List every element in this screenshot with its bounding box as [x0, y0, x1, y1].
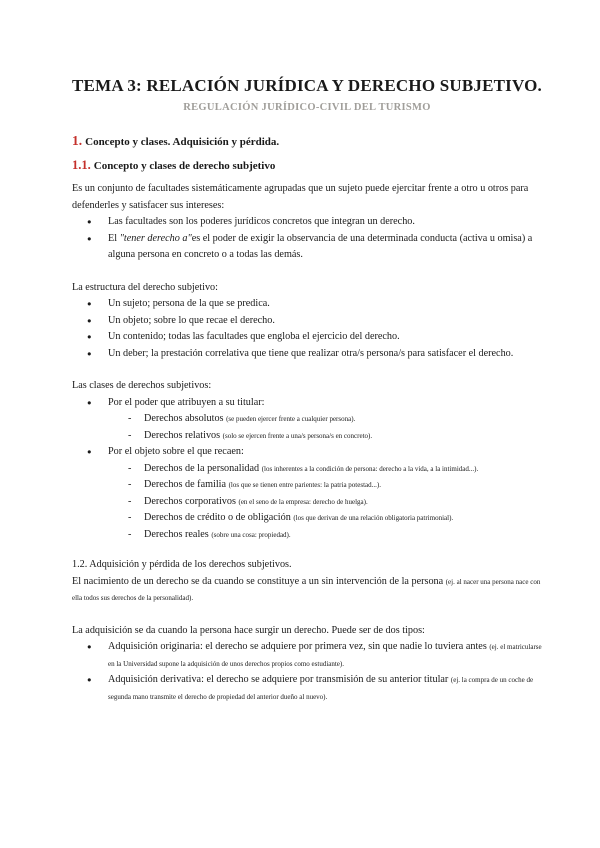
list-item: - Derechos de familia (los que se tienen entre parientes: la patria potestad...).: [72, 477, 542, 494]
section-1-2-paragraph: El nacimiento de un derecho se da cuando se constituye a un sin intervención de la persona (ej. al nacer una persona nace con ella todos sus derechos de la personalidad).: [72, 575, 541, 602]
list-item: ● Un objeto; sobre lo que recae el derecho.: [72, 313, 542, 330]
list-item: ● Adquisición derivativa: el derecho se adquiere por transmisión de su anterior titular (ej. la compra de un coche de segunda mano transmite el derecho de propiedad del anterior dueño al nuevo).: [72, 672, 542, 705]
note: (ej. al nacer una persona nace con ella todos sus derechos de la personalidad).: [72, 577, 541, 602]
document-title: TEMA 3: RELACIÓN JURÍDICA Y DERECHO SUBJETIVO.: [72, 76, 542, 95]
section-1-1-title: Concepto y clases de derecho subjetivo: [93, 160, 276, 172]
list-item: - Derechos de crédito o de obligación (los que derivan de una relación obligatoria patrimonial).: [72, 510, 542, 527]
section-1-1-number: 1.1.: [72, 158, 91, 172]
section-1-heading: [72, 133, 542, 149]
list-item: ● Un sujeto; persona de la que se predica.: [72, 296, 542, 313]
section-1-title: Concepto y clases. Adquisición y pérdida.: [85, 136, 280, 148]
adquisicion-heading: La adquisición se da cuando la persona hace surgir un derecho. Puede ser de dos tipos:: [72, 624, 425, 636]
clases-poder-label: ● Por el poder que atribuyen a su titular:: [72, 395, 542, 412]
note: (los que se tienen entre parientes: la patria potestad...).: [228, 481, 381, 489]
section-1-2-heading: 1.2. Adquisición y pérdida de los derechos subjetivos.: [72, 559, 292, 570]
list-item: - Derechos reales (sobre una cosa: propiedad).: [72, 527, 542, 544]
intro-paragraph: Es un conjunto de facultades sistemáticamente agrupadas que un sujeto puede ejercitar frente a otro u otros para defenderles y satisfacer sus intereses:: [72, 183, 529, 211]
note: (ej. la compra de un coche de segunda mano transmite el derecho de propiedad del anterior dueño al nuevo).: [108, 676, 534, 701]
note: (en el seno de la empresa: derecho de huelga).: [238, 497, 368, 506]
clases-heading: Las clases de derechos subjetivos:: [72, 380, 212, 391]
note: (los inherentes a la condición de persona: derecho a la vida, a la intimidad...).: [261, 464, 479, 473]
note: (sobre una cosa: propiedad).: [211, 530, 291, 539]
clases-objeto-label: ● Por el objeto sobre el que recaen:: [72, 444, 542, 461]
section-1-number: 1.: [72, 133, 83, 148]
intro-bullet: ● El "tener derecho a"es el poder de exigir la observancia de una determinada conducta (activa u omisa) a alguna persona en concreto o a todas las demás.: [72, 231, 542, 264]
list-item: ● Un deber; la prestación correlativa que tiene que realizar otra/s persona/s para satisfacer el derecho.: [72, 346, 542, 363]
estructura-list: [72, 296, 542, 362]
list-item: - Derechos relativos (solo se ejercen frente a una/s persona/s en concreto).: [72, 428, 542, 445]
section-1-1-heading: [72, 158, 542, 173]
intro-bullet: ● Las facultades son los poderes jurídicos concretos que integran un derecho.: [72, 214, 542, 231]
note: (se pueden ejercer frente a cualquier persona).: [226, 415, 356, 423]
list-item: ● Adquisición originaria: el derecho se adquiere por primera vez, sin que nadie lo tuviera antes (ej. el matricularse en la Universidad supone la adquisición de unos derechos propios como estudiante).: [72, 639, 542, 672]
italic-phrase: "tener derecho a": [119, 232, 192, 244]
adquisicion-list: [72, 639, 542, 705]
list-item: ● Un contenido; todas las facultades que engloba el ejercicio del derecho.: [72, 329, 542, 346]
document-subtitle: REGULACIÓN JURÍDICO-CIVIL DEL TURISMO: [183, 102, 431, 113]
list-item: - Derechos de la personalidad (los inherentes a la condición de persona: derecho a la vida, a la intimidad...).: [72, 461, 542, 478]
note: (los que derivan de una relación obligatoria patrimonial).: [293, 514, 454, 522]
list-item: - Derechos corporativos (en el seno de la empresa: derecho de huelga).: [72, 494, 542, 511]
list-item: - Derechos absolutos (se pueden ejercer frente a cualquier persona).: [72, 411, 542, 428]
clases-list: [72, 395, 542, 544]
intro-bullet-list: [72, 214, 542, 264]
note: (ej. el matricularse en la Universidad supone la adquisición de unos derechos propios como estudiante).: [108, 643, 542, 668]
estructura-heading: La estructura del derecho subjetivo:: [72, 281, 218, 293]
note: (solo se ejercen frente a una/s persona/s en concreto).: [222, 431, 373, 440]
